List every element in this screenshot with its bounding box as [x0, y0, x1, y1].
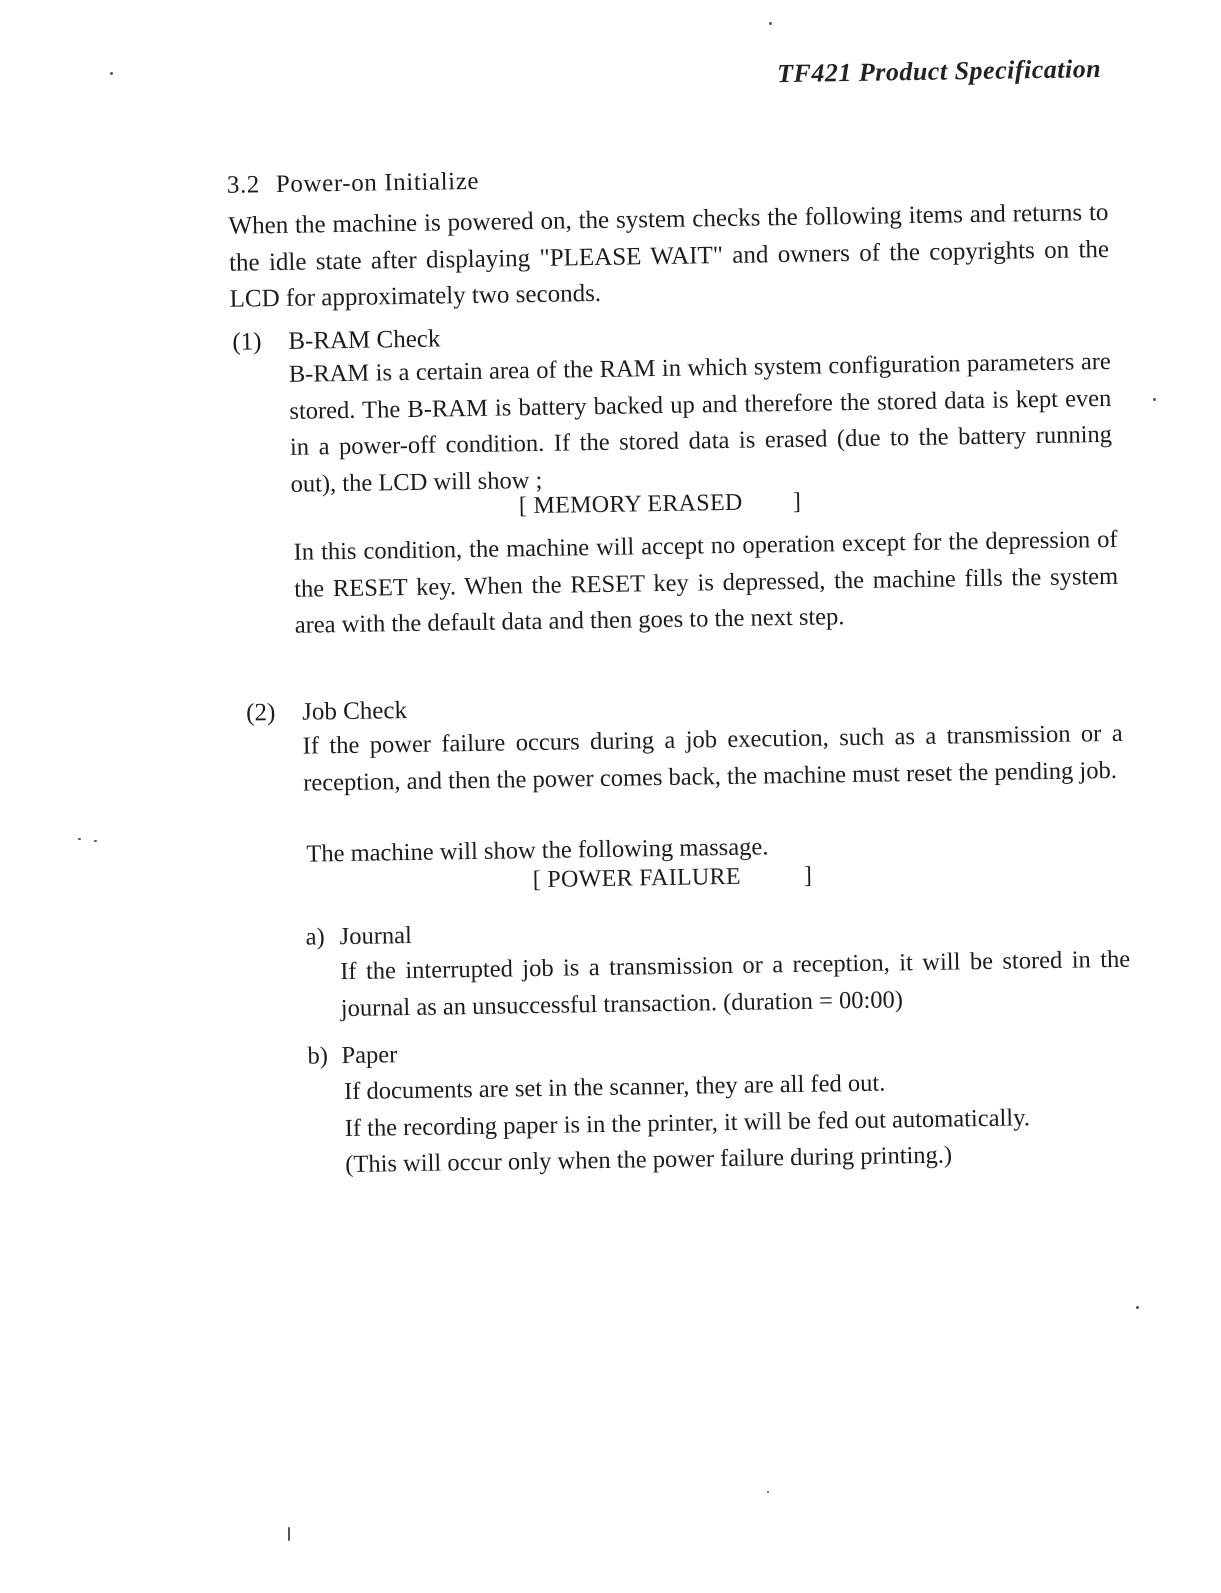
item-1-heading: [232, 325, 440, 356]
subitem-b-title: Paper: [341, 1041, 398, 1070]
scan-speck: [110, 72, 113, 75]
scan-speck: [767, 1491, 769, 1493]
section-title: Power-on Initialize: [275, 167, 480, 199]
section-heading: [227, 168, 480, 200]
item-1-title: B-RAM Check: [288, 325, 441, 355]
scan-speck: [288, 1527, 290, 1541]
item-2-number: (2): [245, 699, 276, 727]
item-2-heading: [246, 697, 407, 728]
section-intro: When the machine is powered on, the system checks the following items and returns to the idle state after displaying "PLEASE WAIT" and owners of the copyrights on the LCD for approximately two seconds.: [228, 198, 1110, 313]
scan-speck: [78, 838, 81, 840]
subitem-b-text: [344, 1062, 1136, 1184]
subitem-a-label: a): [305, 923, 325, 951]
scan-speck: [769, 22, 772, 25]
subitem-b-line-1: If documents are set in the scanner, they are all fed out.: [343, 1069, 886, 1106]
item-2-title: Job Check: [301, 697, 408, 726]
item-1-number: (1): [232, 328, 262, 356]
item-1-paragraph-2: In this condition, the machine will accept no operation except for the depression of the RESET key. When the RESET key is depressed, the machine fills the system area with the default data and then goes to the next step.: [293, 525, 1119, 639]
subitem-a-text: If the interrupted job is a transmission or a reception, it will be stored in the journal as an unsuccessful transaction. (duration = 00:00): [340, 945, 1131, 1022]
page-header: TF421 Product Specification: [776, 54, 1102, 89]
lcd-message-power-failure: [ POWER FAILURE ]: [532, 862, 813, 894]
subitem-a-heading: [305, 922, 412, 952]
scan-speck: [1153, 398, 1156, 401]
item-2-paragraph-1: If the power failure occurs during a job execution, such as a transmission or a reception, and then the power comes back, the machine must reset the pending job.: [302, 719, 1123, 797]
subitem-b-heading: [307, 1041, 397, 1070]
section-number: 3.2: [226, 171, 261, 199]
subitem-a-title: Journal: [339, 921, 413, 951]
scan-speck: [1136, 1306, 1139, 1309]
subitem-b-line-2: If the recording paper is in the printer, it will be fed out automatically.: [344, 1103, 1031, 1142]
subitem-b-line-3: (This will occur only when the power failure during printing.): [345, 1141, 953, 1179]
item-1-paragraph-1: B-RAM is a certain area of the RAM in which system configuration parameters are stored. The B-RAM is battery backed up and therefore the stored data is kept even in a power-off condition. If the stored data is erased (due to the battery running out), the LCD will show ;: [288, 347, 1113, 498]
item-2-paragraph-2: The machine will show the following massage.: [306, 833, 769, 868]
lcd-message-memory-erased: [ MEMORY ERASED ]: [518, 488, 802, 520]
scan-speck: [94, 840, 97, 842]
subitem-b-label: b): [307, 1042, 329, 1070]
